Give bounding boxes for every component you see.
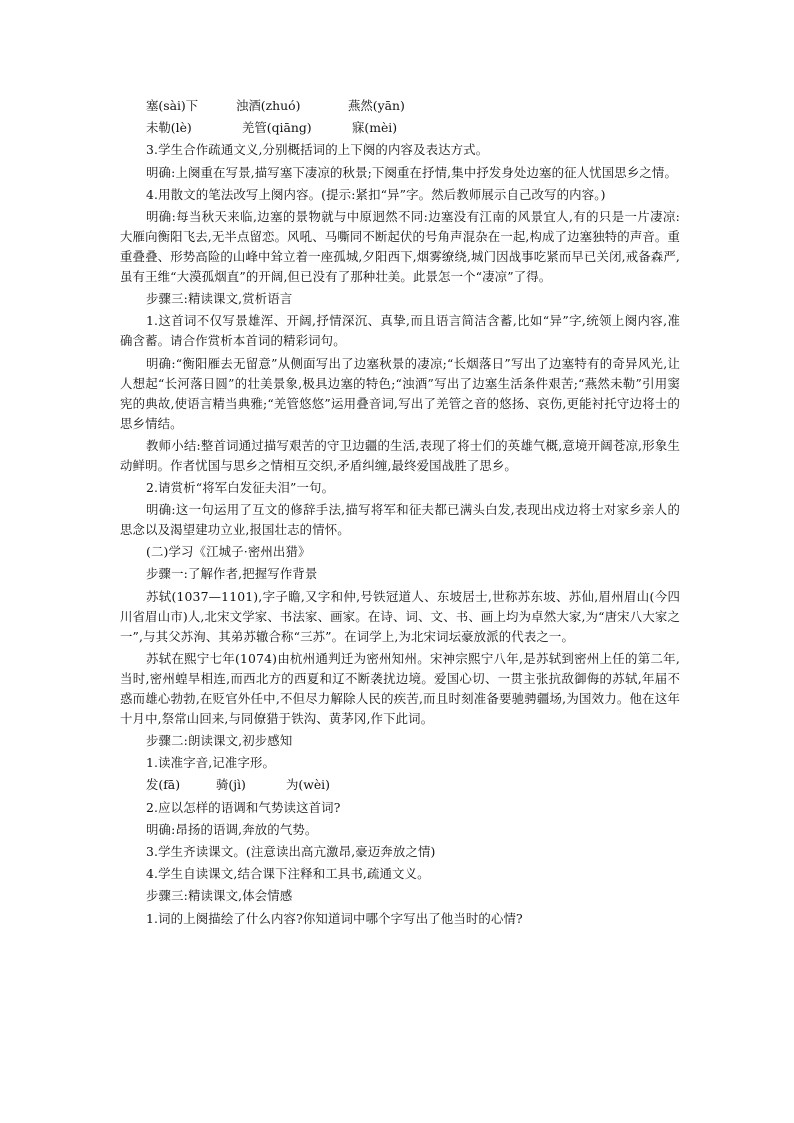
paragraph: 明确:每当秋天来临,边塞的景物就与中原迥然不同:边塞没有江南的风景宜人,有的只是一片凄凉:大雁向衡阳飞去,无半点留恋。风吼、马嘶同不断起伏的号角声混杂在一起,构成了边塞独特的声音。重重叠叠、形势高险的山峰中耸立着一座孤城,夕阳西下,烟雾缭绕,城门因战事吃紧而早已关闭,戒备森严,虽有王维“大漠孤烟直”的开阔,但已没有了那种壮美。此景怎一个“凄凉”了得。 — [120, 208, 680, 284]
paragraph: 明确:上阕重在写景,描写塞下凄凉的秋景;下阕重在抒情,集中抒发身处边塞的征人忧国思乡之情。 — [146, 164, 677, 180]
paragraph: 1.读准字音,记准字形。 — [146, 755, 276, 771]
paragraph: 3.学生齐读课文。(注意读出高亢激昂,豪迈奔放之情) — [146, 843, 436, 859]
pinyin-item: 羌管(qiāng) — [242, 120, 312, 136]
pinyin-item: 骑(jì) — [216, 777, 246, 793]
pinyin-item: 塞(sài)下 — [146, 98, 199, 113]
paragraph: 明确:昂扬的语调,奔放的气势。 — [146, 821, 318, 837]
step-heading: 步骤一:了解作者,把握写作背景 — [146, 566, 318, 582]
section-heading: (二)学习《江城子·密州出猎》 — [146, 544, 311, 560]
pinyin-row — [120, 118, 680, 138]
paragraph: 明确:这一句运用了互文的修辞手法,描写将军和征夫都已满头白发,表现出戍边将士对家乡亲人的思念以及渴望建功立业,报国壮志的情怀。 — [120, 502, 680, 538]
paragraph: 1.词的上阕描绘了什么内容?你知道词中哪个字写出了他当时的心情? — [146, 910, 523, 926]
pinyin-item: 燕然(yān) — [348, 98, 405, 113]
pinyin-item: 寐(mèi) — [352, 120, 398, 136]
pinyin-row — [120, 96, 680, 116]
pinyin-item: 浊酒(zhuó) — [236, 98, 301, 113]
paragraph: 2.应以怎样的语调和气势读这首词? — [146, 799, 341, 815]
paragraph: 3.学生合作疏通文义,分别概括词的上下阕的内容及表达方式。 — [146, 142, 489, 158]
paragraph: 4.用散文的笔法改写上阕内容。(提示:紧扣“异”字。然后教师展示自己改写的内容。) — [146, 186, 606, 202]
pinyin-item: 发(fā) — [146, 777, 181, 793]
paragraph: 2.请赏析“将军白发征夫泪”一句。 — [146, 479, 335, 495]
step-heading: 步骤三:精读课文,赏析语言 — [146, 291, 293, 307]
paragraph: 4.学生自读课文,结合课下注释和工具书,疏通文义。 — [146, 866, 430, 882]
pinyin-item: 为(wèi) — [286, 777, 330, 793]
paragraph: 明确:“衡阳雁去无留意”从侧面写出了边塞秋景的凄凉;“长烟落日”写出了边塞特有的奇异风光,让人想起“长河落日圆”的壮美景象,极具边塞的特色;“浊酒”写出了边塞生活条件艰苦;“燕然未勒”引用窦宪的典故,使语言精当典雅;“羌管悠悠”运用叠音词,写出了羌管之音的悠扬、哀伤,更能衬托守边将士的思乡情结。 — [120, 355, 680, 431]
step-heading: 步骤二:朗读课文,初步感知 — [146, 733, 293, 748]
paragraph: 苏轼(1037—1101),字子瞻,又字和仲,号铁冠道人、东坡居士,世称苏东坡、苏仙,眉州眉山(今四川省眉山市)人,北宋文学家、书法家、画家。在诗、词、文、书、画上均为卓然大家,为“唐宋八大家之一”,与其父苏洵、其弟苏辙合称“三苏”。在词学上,为北宋词坛豪放派的代表之一。 — [120, 588, 680, 644]
paragraph: 苏轼在熙宁七年(1074)由杭州通判迁为密州知州。宋神宗熙宁八年,是苏轼到密州上任的第二年,当时,密州蝗旱相连,而西北方的西夏和辽不断袭扰边境。爱国心切、一贯主张抗敌御侮的苏轼,年届不惑而雄心勃勃,在贬官外任中,不但尽力解除人民的疾苦,而且时刻准备要驰骋疆场,为国效力。他在这年十月中,祭常山回来,与同僚猎于铁沟、黄茅冈,作下此词。 — [120, 650, 680, 726]
pinyin-row — [120, 775, 680, 795]
document-page — [120, 96, 680, 931]
pinyin-item: 未勒(lè) — [146, 120, 192, 136]
step-heading: 步骤三:精读课文,体会情感 — [146, 888, 293, 904]
paragraph: 1.这首词不仅写景雄浑、开阔,抒情深沉、真挚,而且语言简洁含蓄,比如“异”字,统领上阕内容,准确含蓄。请合作赏析本首词的精彩词句。 — [120, 313, 680, 349]
paragraph: 教师小结:整首词通过描写艰苦的守卫边疆的生活,表现了将士们的英雄气概,意境开阔苍凉,形象生动鲜明。作者忧国与思乡之情相互交织,矛盾纠缠,最终爱国战胜了思乡。 — [120, 437, 680, 473]
